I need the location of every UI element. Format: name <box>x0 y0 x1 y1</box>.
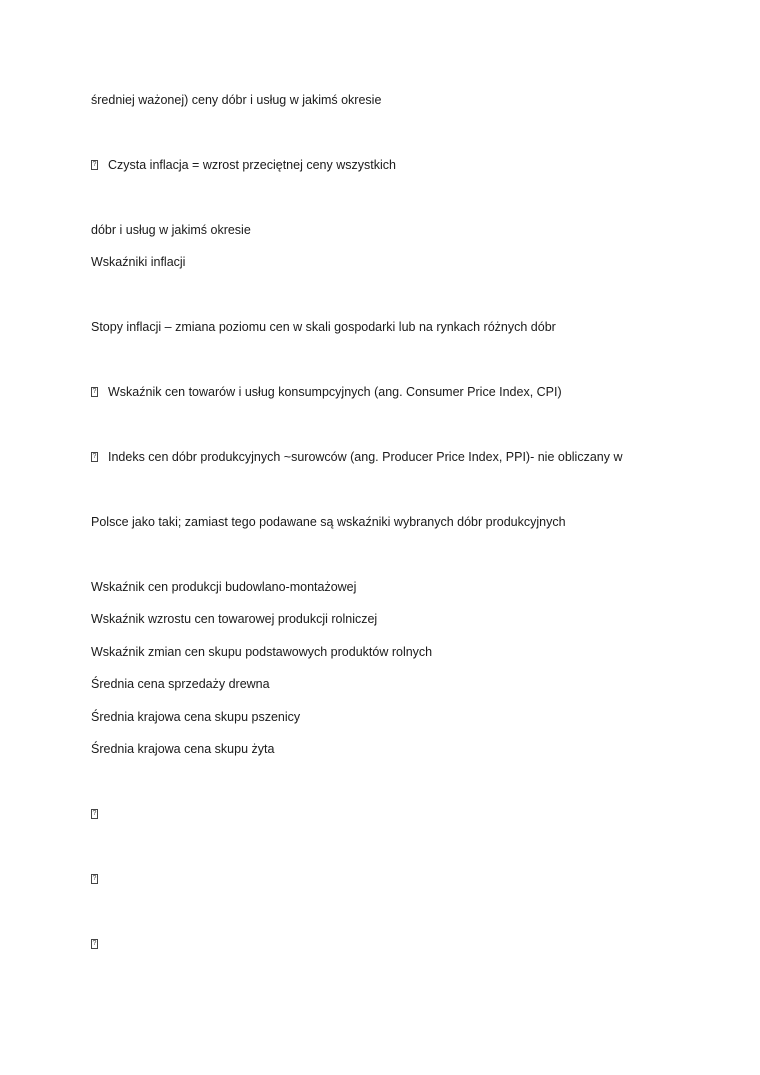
text-line: Polsce jako taki; zamiast tego podawane są wskaźniki wybranych dóbr produkcyjnych <box>91 515 566 529</box>
list-item: Średnia krajowa cena skupu żyta <box>91 742 275 756</box>
empty-bullet-item <box>91 936 98 952</box>
missing-glyph-icon <box>91 874 98 884</box>
bullet-item <box>91 157 396 173</box>
list-item: Średnia krajowa cena skupu pszenicy <box>91 710 301 724</box>
missing-glyph-icon <box>91 387 98 397</box>
text-line: średniej ważonej) ceny dóbr i usług w jakimś okresie <box>91 93 382 107</box>
bullet-item <box>91 449 622 465</box>
list-item: Wskaźnik wzrostu cen towarowej produkcji rolniczej <box>91 612 378 626</box>
missing-glyph-icon <box>91 809 98 819</box>
list-item: Średnia cena sprzedaży drewna <box>91 677 270 691</box>
section-heading: Wskaźniki inflacji <box>91 255 186 269</box>
list-item: Wskaźnik cen produkcji budowlano-montażowej <box>91 580 357 594</box>
text-line: Stopy inflacji – zmiana poziomu cen w skali gospodarki lub na rynkach różnych dóbr <box>91 320 556 334</box>
missing-glyph-icon <box>91 452 98 462</box>
list-item: Wskaźnik zmian cen skupu podstawowych produktów rolnych <box>91 645 433 659</box>
empty-bullet-item <box>91 806 98 822</box>
missing-glyph-icon <box>91 939 98 949</box>
bullet-text: Wskaźnik cen towarów i usług konsumpcyjnych (ang. Consumer Price Index, CPI) <box>108 385 562 399</box>
bullet-text: Czysta inflacja = wzrost przeciętnej ceny wszystkich <box>108 158 396 172</box>
bullet-text: Indeks cen dóbr produkcyjnych ~surowców (ang. Producer Price Index, PPI)- nie obliczany w <box>108 450 623 464</box>
empty-bullet-item <box>91 871 98 887</box>
missing-glyph-icon <box>91 160 98 170</box>
text-line: dóbr i usług w jakimś okresie <box>91 223 251 237</box>
bullet-item <box>91 384 562 400</box>
